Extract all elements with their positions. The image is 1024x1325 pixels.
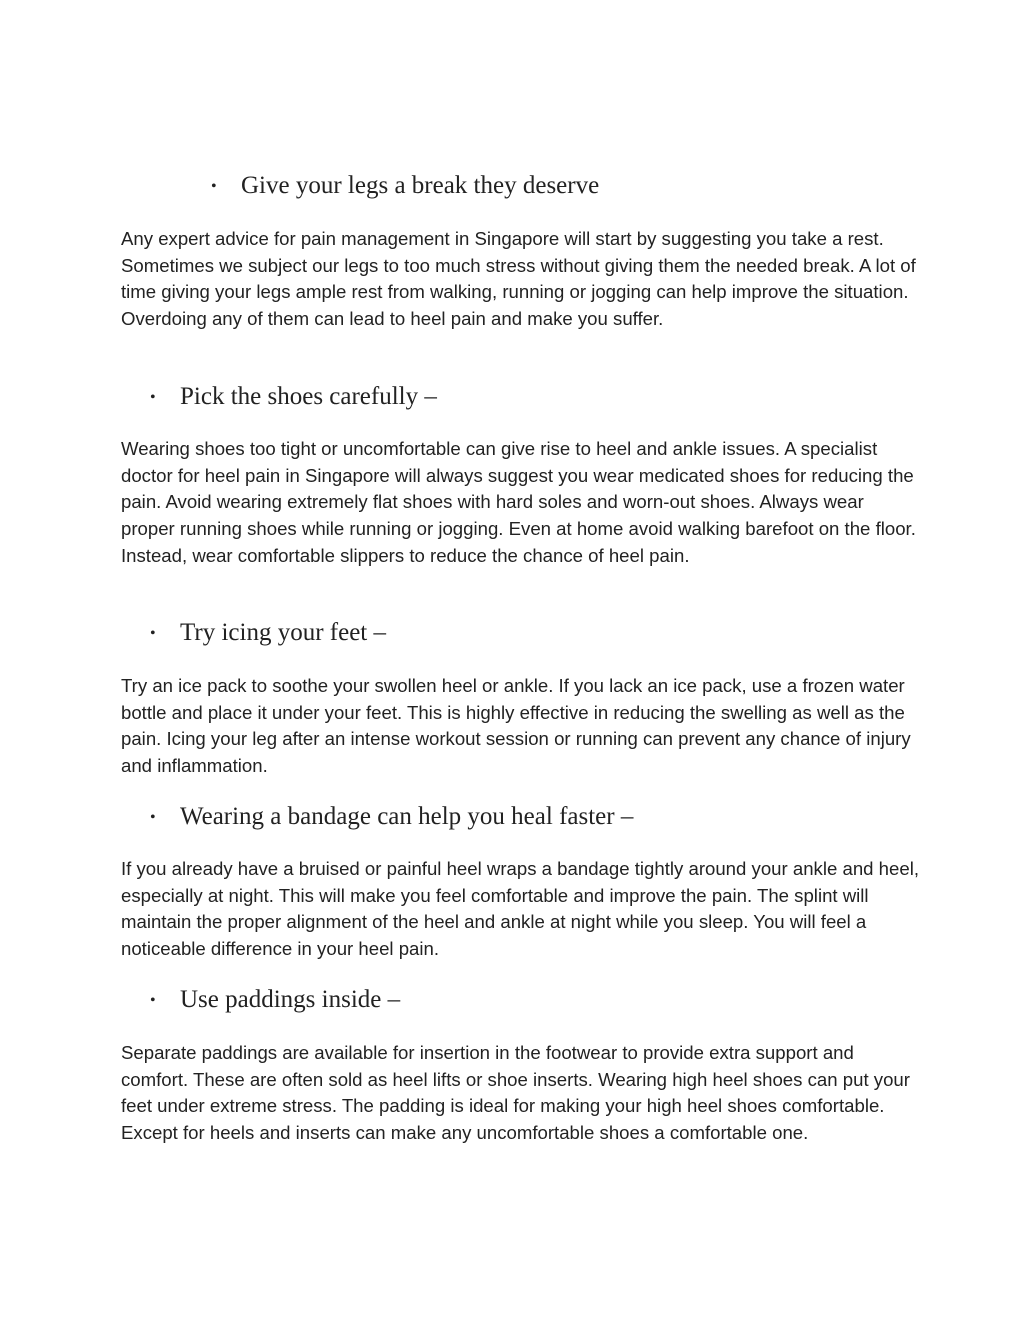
list-bullet: • (150, 389, 156, 406)
list-bullet: • (150, 625, 156, 642)
section-heading: Wearing a bandage can help you heal faster – (180, 803, 634, 830)
section-paragraph: Any expert advice for pain management in Singapore will start by suggesting you take a rest. Sometimes we subject our legs to too much stress without giving them the needed break. A lot of time giving your legs ample rest from walking, running or jogging can help improve the situation. Overdoing any of them can lead to heel pain and make you suffer. (121, 228, 916, 330)
section-paragraph: Separate paddings are available for insertion in the footwear to provide extra support and comfort. These are often sold as heel lifts or shoe inserts. Wearing high heel shoes can put your feet under extreme stress. The padding is ideal for making your high heel shoes comfortable. Except for heels and inserts can make any uncomfortable shoes a comfortable one. (121, 1042, 910, 1144)
section-heading: Use paddings inside – (180, 986, 401, 1013)
section-paragraph: If you already have a bruised or painful heel wraps a bandage tightly around your ankle and heel, especially at night. This will make you feel comfortable and improve the pain. The splint will maintain the proper alignment of the heel and ankle at night while you sleep. You will feel a noticeable difference in your heel pain. (121, 858, 919, 960)
section-heading: Give your legs a break they deserve (241, 172, 600, 199)
list-bullet: • (211, 178, 217, 195)
list-bullet: • (150, 809, 156, 826)
section-paragraph: Try an ice pack to soothe your swollen heel or ankle. If you lack an ice pack, use a frozen water bottle and place it under your feet. This is highly effective in reducing the swelling as well as the pain. Icing your leg after an intense workout session or running can prevent any chance of injury and inflammation. (121, 675, 911, 777)
section-heading: Try icing your feet – (180, 619, 386, 646)
section-paragraph: Wearing shoes too tight or uncomfortable can give rise to heel and ankle issues. A specialist doctor for heel pain in Singapore will always suggest you wear medicated shoes for reducing the pain. Avoid wearing extremely flat shoes with hard soles and worn-out shoes. Always wear proper running shoes while running or jogging. Even at home avoid walking barefoot on the floor. Instead, wear comfortable slippers to reduce the chance of heel pain. (121, 438, 916, 566)
section-heading: Pick the shoes carefully – (180, 383, 437, 410)
list-bullet: • (150, 992, 156, 1009)
